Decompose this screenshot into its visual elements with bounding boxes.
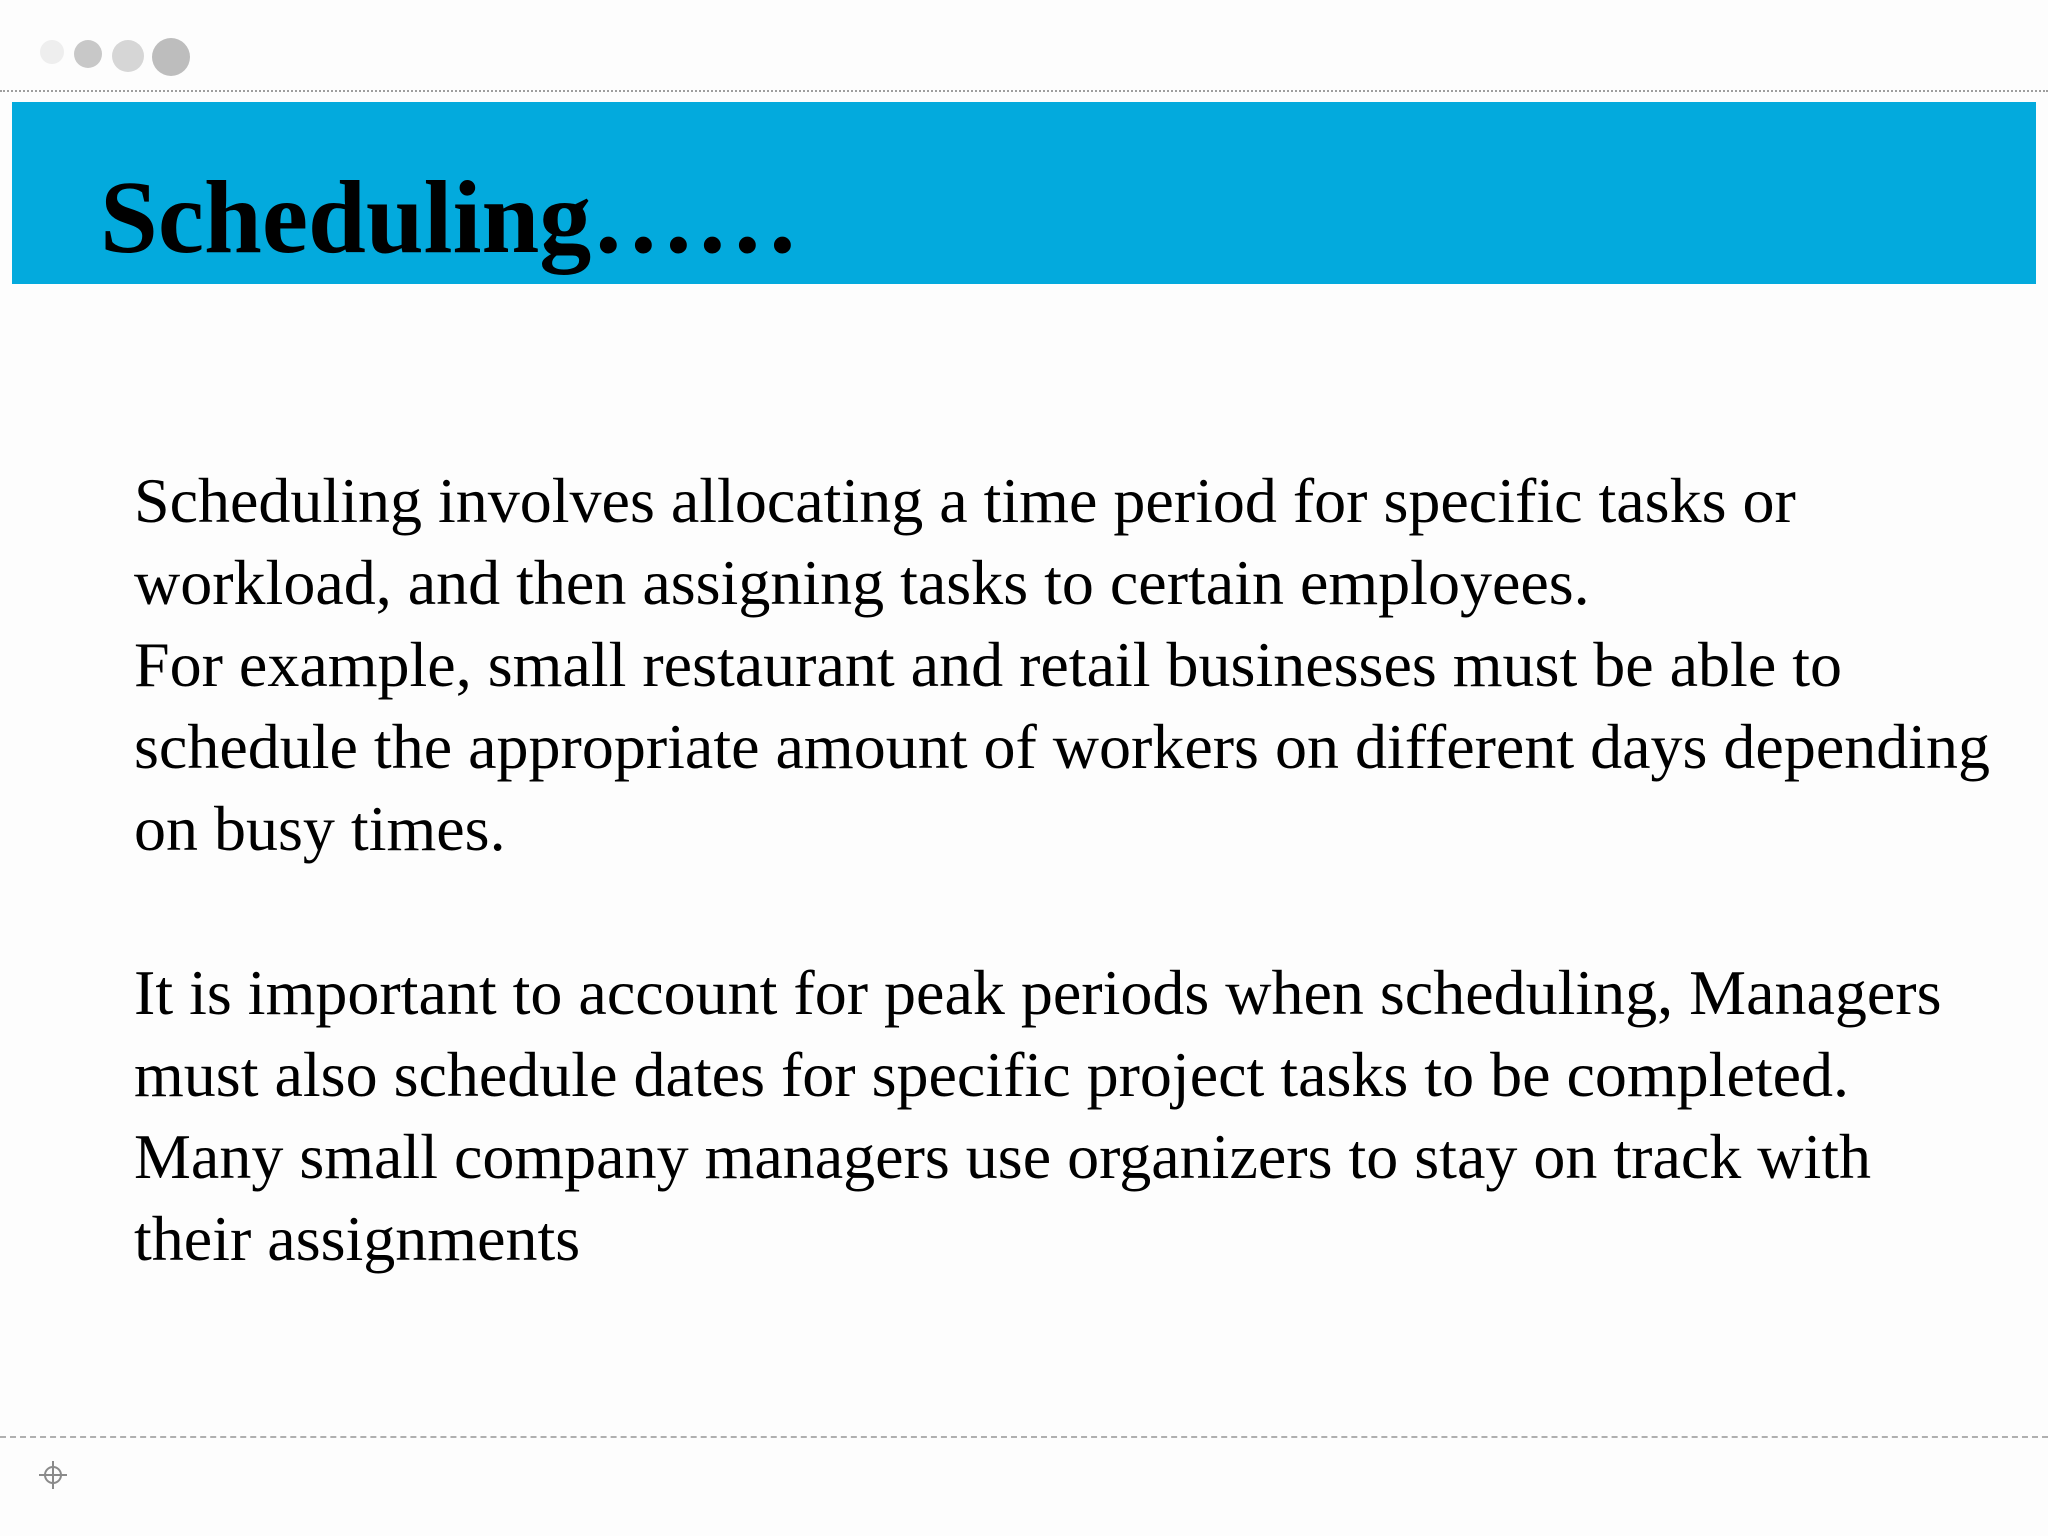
paragraph-spacer (134, 870, 1994, 952)
bottom-divider (0, 1436, 2048, 1438)
decorative-dots-icon (0, 0, 220, 90)
dot (112, 40, 144, 72)
dot (74, 40, 102, 68)
slide-body (134, 460, 1994, 1280)
paragraph-definition: Scheduling involves allocating a time period for specific tasks or workload, and then assigning tasks to certain employees. (134, 465, 1796, 618)
slide-title: Scheduling…… (100, 160, 800, 275)
dot (40, 40, 64, 64)
top-divider (0, 90, 2048, 92)
paragraph-peak-periods: It is important to account for peak periods when scheduling, Managers must also schedule dates for specific project tasks to be completed. Many small company managers use organizers to stay on track with their assignments (134, 957, 1942, 1274)
paragraph-example: For example, small restaurant and retail businesses must be able to schedule the appropriate amount of workers on different days depending on busy times. (134, 629, 1990, 864)
crosshair-icon (38, 1460, 68, 1490)
dot (152, 38, 190, 76)
